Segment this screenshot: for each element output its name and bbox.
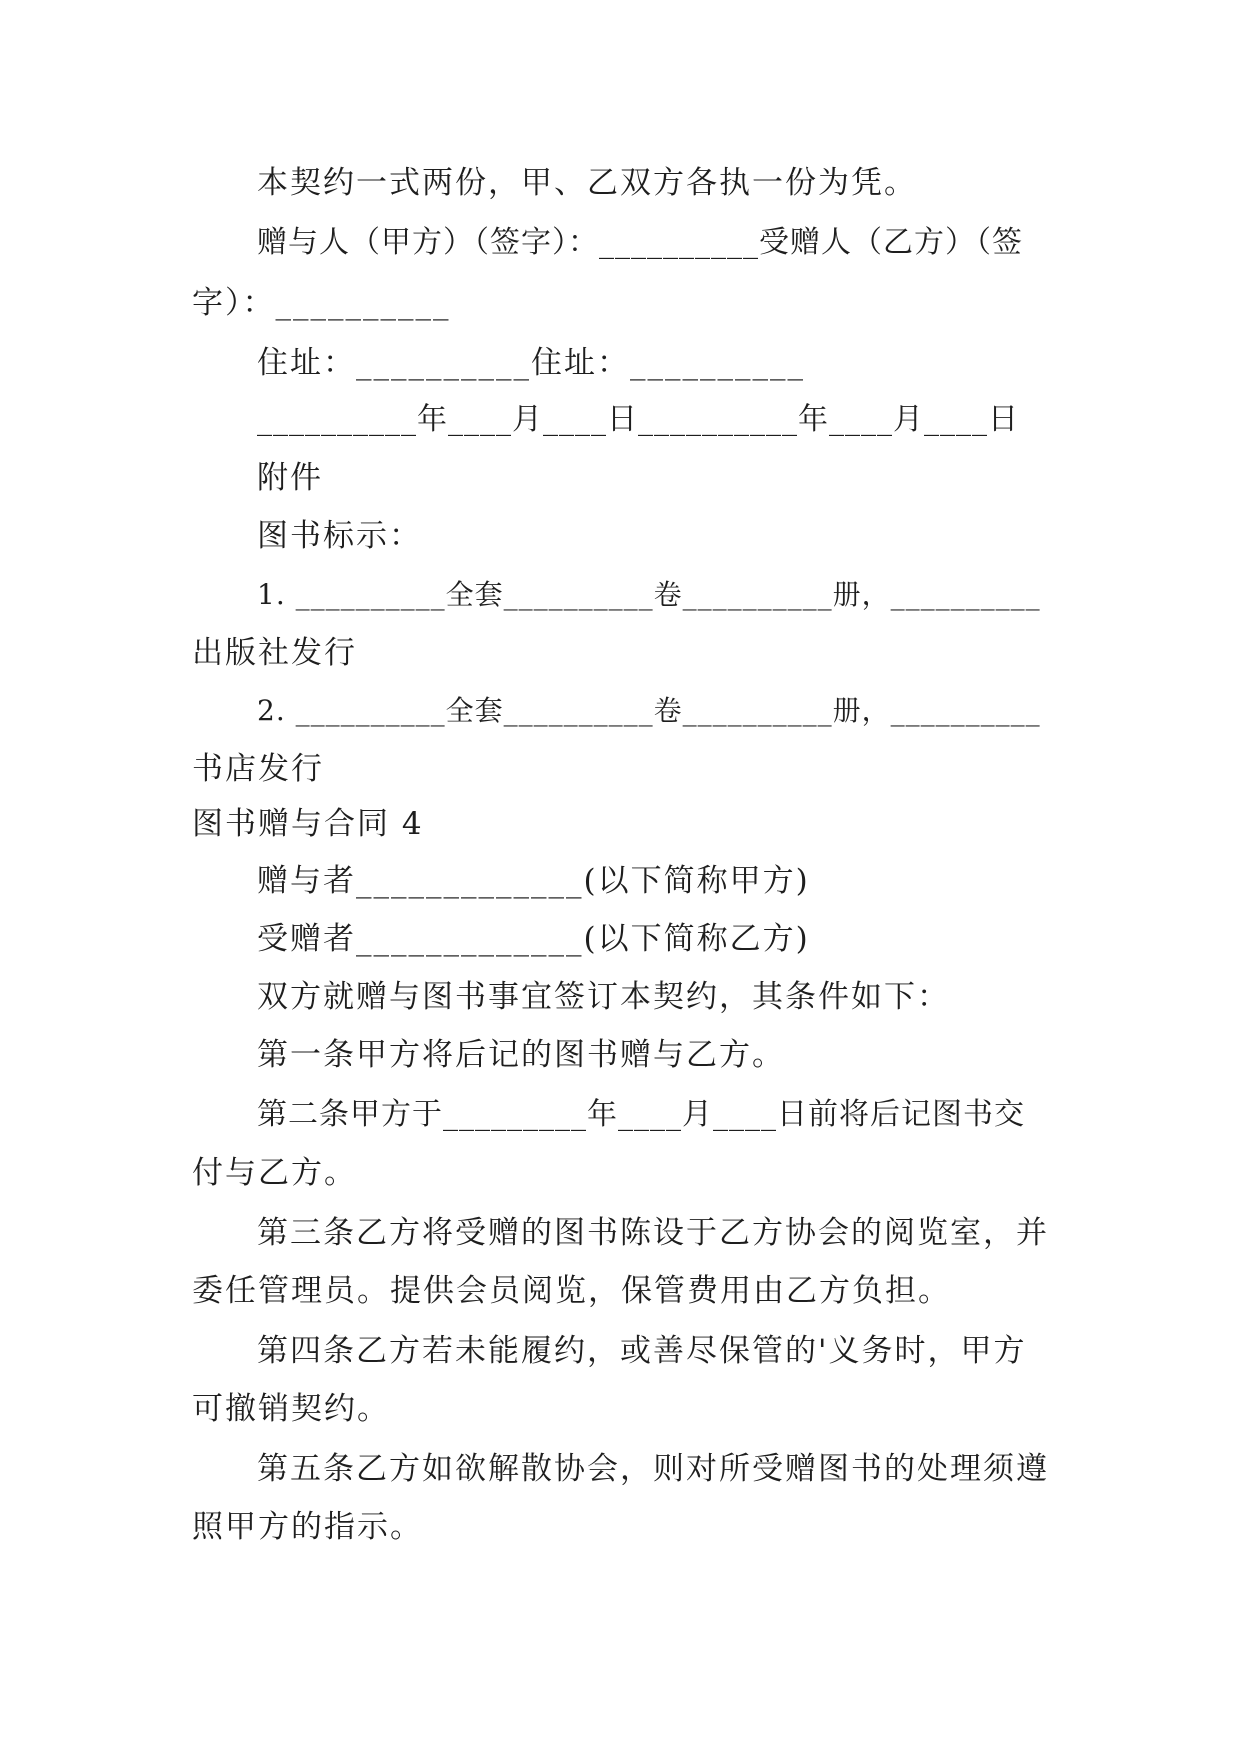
text-line: 赠与人（甲方）（签字）：__________受赠人（乙方）（签 [257,225,1023,260]
text-line: 住址：__________住址：__________ [257,345,805,381]
text-line: 书店发行 [192,751,324,787]
text-line: 委任管理员。提供会员阅览，保管费用由乙方负担。 [192,1273,951,1309]
text-line: 照甲方的指示。 [192,1509,423,1545]
text-line: 字）：__________ [192,285,451,321]
text-line: 第四条乙方若未能履约，或善尽保管的'义务时，甲方 [257,1333,1027,1369]
text-line: 出版社发行 [192,635,357,671]
text-line: 图书标示： [257,518,422,554]
text-line: __________年____月____日__________年____月____日 [257,402,1019,437]
text-line: 第三条乙方将受赠的图书陈设于乙方协会的阅览室，并 [257,1215,1049,1251]
text-line: 第五条乙方如欲解散协会，则对所受赠图书的处理须遵 [257,1451,1049,1487]
section-heading: 图书赠与合同 4 [192,806,424,842]
text-line: 双方就赠与图书事宜签订本契约，其条件如下： [257,979,950,1015]
text-line: 受赠者_____________(以下简称乙方) [257,921,810,957]
text-line: 附件 [257,460,323,496]
text-line: 1. __________全套__________卷__________册，__________ [257,578,1041,611]
text-line: 2. __________全套__________卷__________册，__________ [257,694,1041,727]
text-line: 可撤销契约。 [192,1391,390,1427]
text-line: 第二条甲方于_________年____月____日前将后记图书交 [257,1097,1025,1132]
text-line: 付与乙方。 [192,1155,357,1191]
text-line: 赠与者_____________(以下简称甲方) [257,863,810,899]
text-line: 本契约一式两份，甲、乙双方各执一份为凭。 [257,165,917,201]
text-line: 第一条甲方将后记的图书赠与乙方。 [257,1037,785,1073]
